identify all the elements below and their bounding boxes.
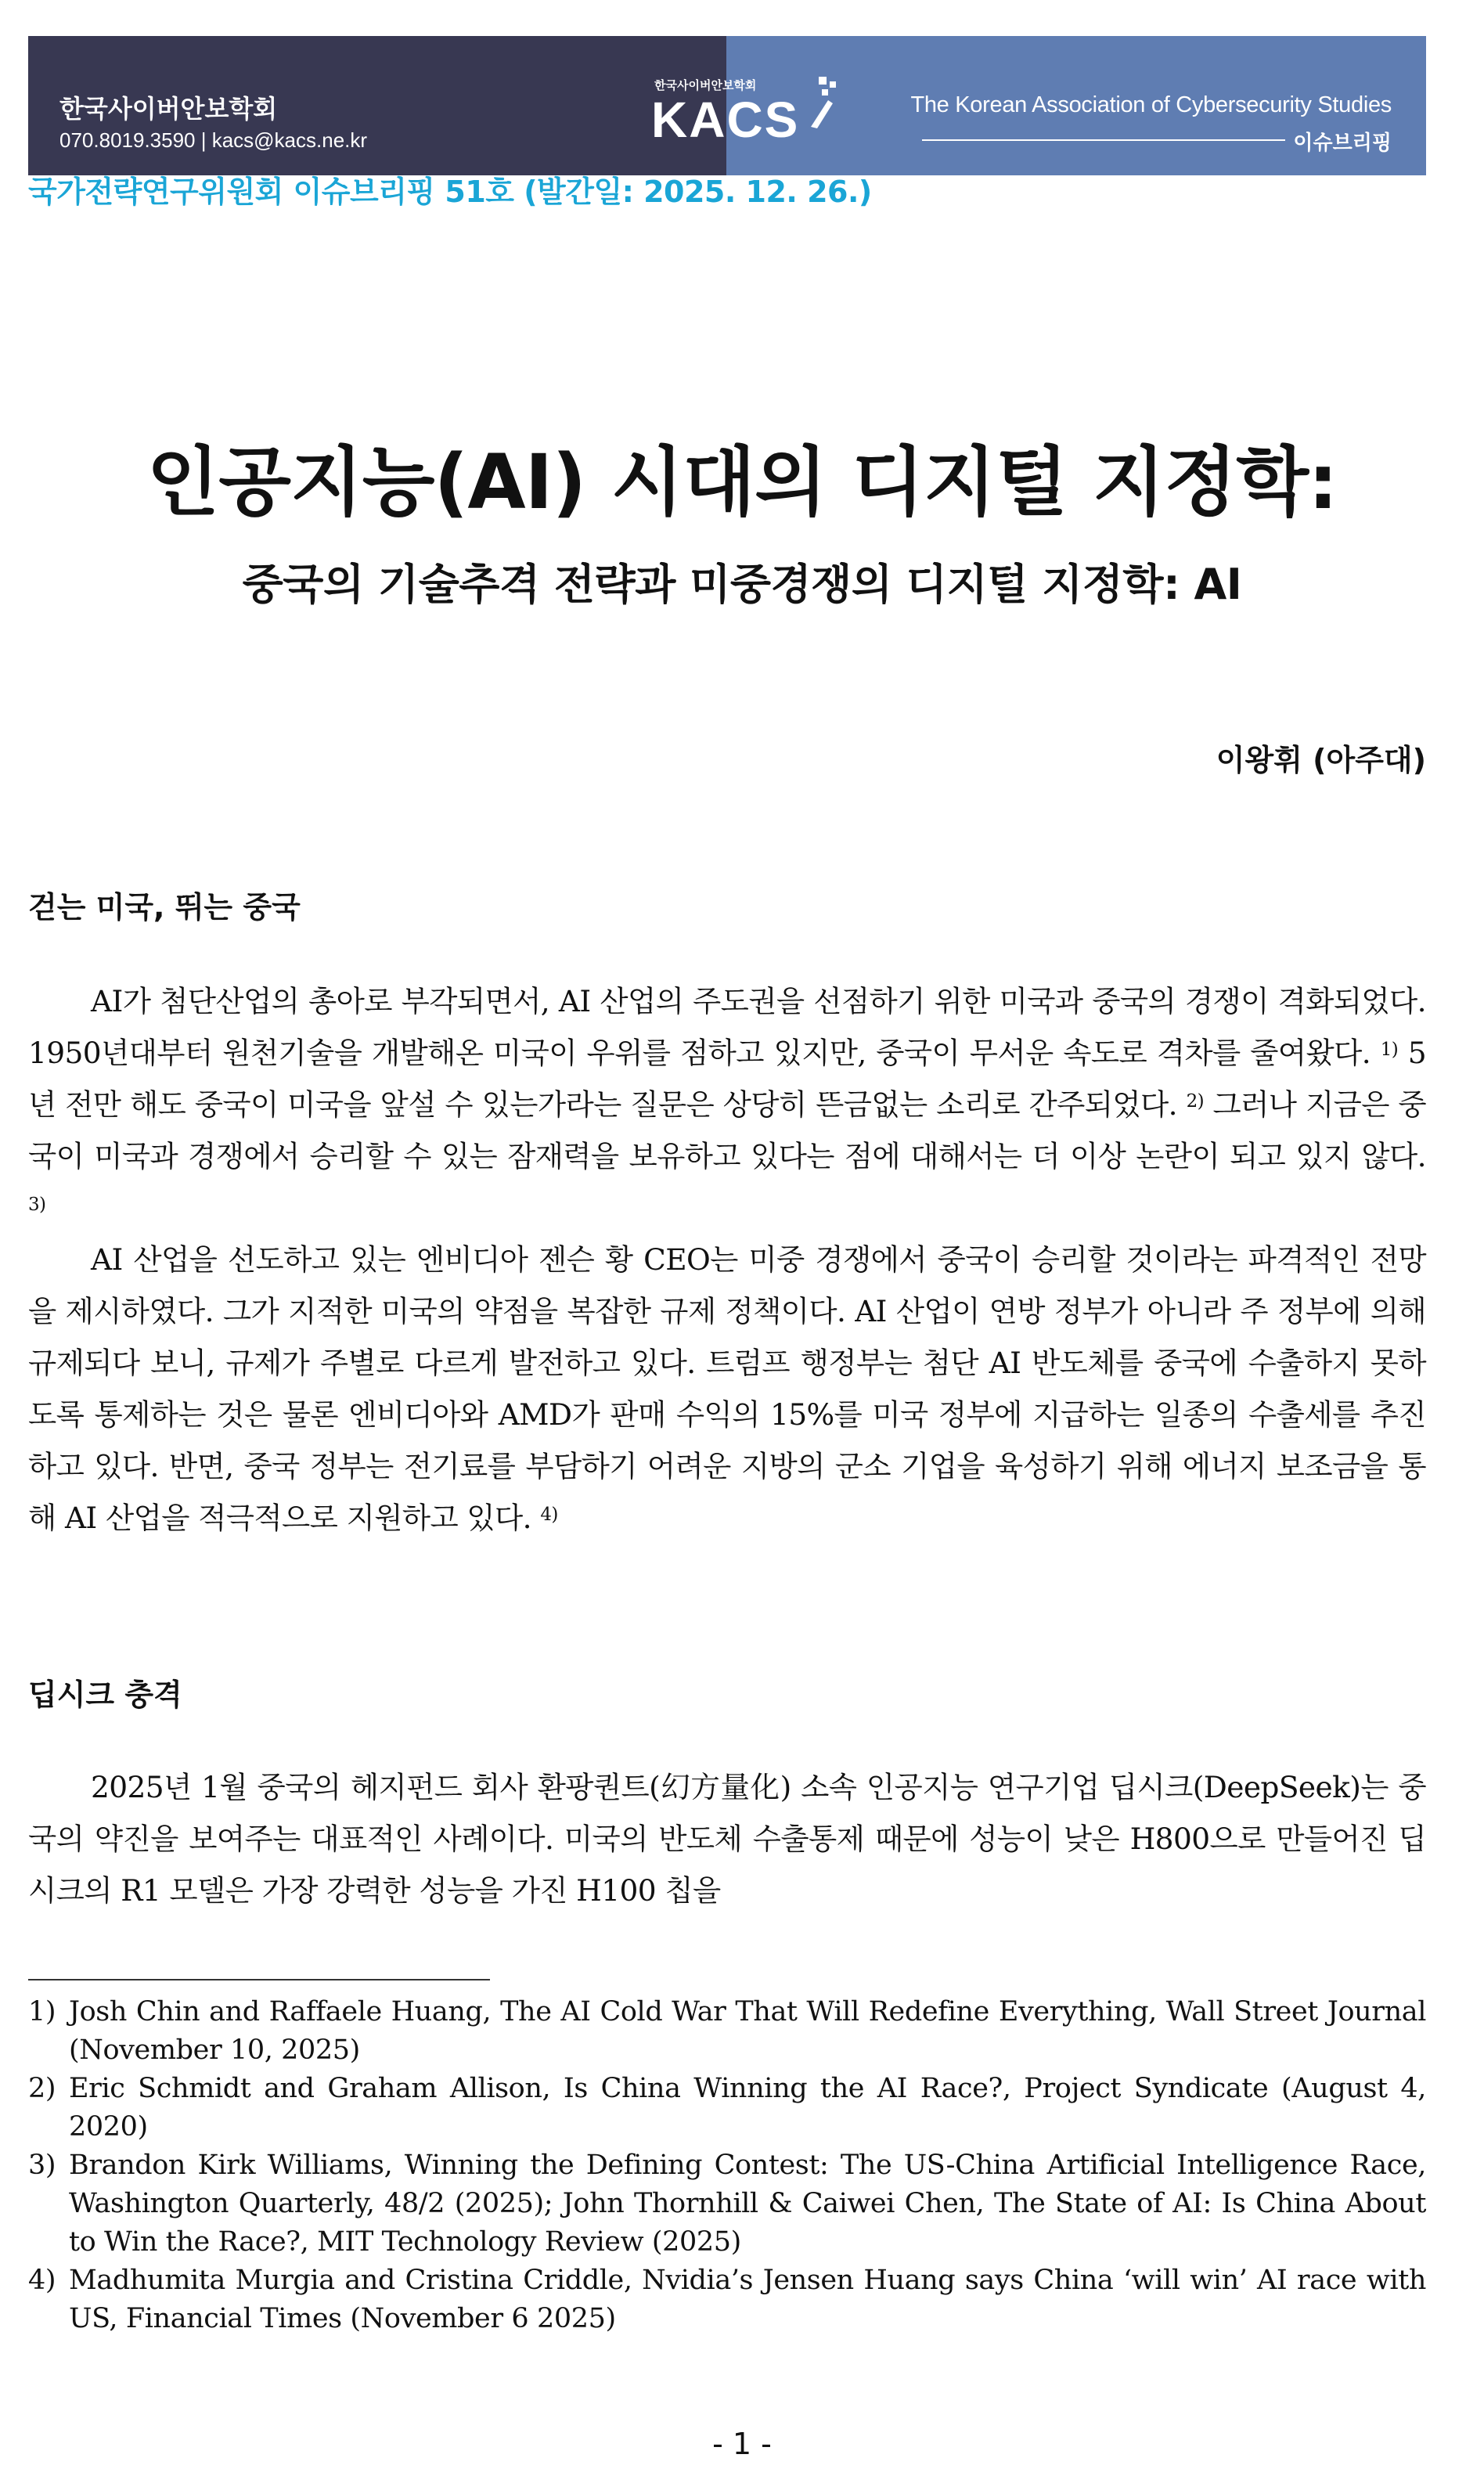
paragraph-text: AI 산업을 선도하고 있는 엔비디아 젠슨 황 CEO는 미중 경쟁에서 중국이 승리할 것이라는 파격적인 전망을 제시하였다. 그가 지적한 미국의 약점을 복잡한 규제 정책이다. AI 산업이 연방 정부가 아니라 주 정부에 의해 규제되다 보니, 규제가 주별로 다르게 발전하고 있다. 트럼프 행정부는 첨단 AI 반도체를 중국에 수출하지 못하도록 통제하는 것은 물론 엔비디아와 AMD가 판매 수익의 15%를 미국 정부에 지급하는 일종의 수출세를 추진하고 있다. 반면, 중국 정부는 전기료를 부담하기 어려운 지방의 군소 기업을 육성하기 위해 에너지 보조금을 통해 AI 산업을 적극적으로 지원하고 있다. [28, 1242, 1426, 1535]
page-subtitle: 중국의 기술추격 전략과 미중경쟁의 디지털 지정학: AI [242, 560, 1242, 609]
org-contact: 070.8019.3590 | kacs@kacs.ne.kr [59, 128, 368, 152]
logo-small-text: 한국사이버안보학회 [654, 78, 757, 92]
header-banner [28, 36, 1426, 175]
logo-mark-icon [805, 77, 844, 132]
footnote-item [28, 2262, 1426, 2338]
footnote-ref-3[interactable]: 3) [28, 1195, 46, 1215]
footnote-number: 4) [28, 2265, 56, 2296]
footnote-text: Josh Chin and Raffaele Huang, The AI Cold War That Will Redefine Everything, Wall Street Journal (November 10, 2025) [69, 1996, 1426, 2066]
paragraph-2 [28, 1234, 1426, 1544]
banner-divider-line [922, 139, 1285, 141]
footnote-number: 1) [28, 1996, 56, 2027]
logo-wordmark: KACS [651, 92, 800, 148]
footnote-number: 3) [28, 2150, 56, 2181]
footnote-item [28, 1993, 1426, 2070]
paragraph-text: 5년 전만 해도 중국이 미국을 앞설 수 있는가라는 질문은 상당히 뜬금없는 소리로 간주되었다. [28, 1036, 1426, 1122]
footnotes [28, 1993, 1426, 2338]
footnote-ref-4[interactable]: 4) [540, 1505, 558, 1525]
banner-left-panel [28, 36, 726, 175]
section-heading-2: 딥시크 충격 [28, 1678, 182, 1712]
footnote-ref-2[interactable]: 2) [1186, 1091, 1204, 1112]
page-title: 인공지능(AI) 시대의 디지털 지정학: [146, 438, 1338, 526]
series-label: 이슈브리핑 [1293, 132, 1392, 155]
author: 이왕휘 (아주대) [1216, 743, 1426, 777]
paragraph-text: 2025년 1월 중국의 헤지펀드 회사 환팡퀀트(幻方量化) 소속 인공지능 연구기업 딥시크(DeepSeek)는 중국의 약진을 보여주는 대표적인 사례이다. 미국의 반도체 수출통제 때문에 성능이 낮은 H800으로 만들어진 딥시크의 R1 모델은 가장 강력한 성능을 가진 H100 칩을 [28, 1770, 1426, 1908]
footnote-item [28, 2070, 1426, 2146]
org-name-korean: 한국사이버안보학회 [59, 94, 278, 124]
org-name-english: The Korean Association of Cybersecurity Studies [910, 92, 1392, 117]
footnote-number: 2) [28, 2073, 56, 2104]
paragraph-text: 그러나 지금은 중국이 미국과 경쟁에서 승리할 수 있는 잠재력을 보유하고 있다는 점에 대해서는 더 이상 논란이 되고 있지 않다. [28, 1087, 1426, 1173]
footnote-text: Madhumita Murgia and Cristina Criddle, Nvidia’s Jensen Huang says China ‘will win’ AI race with US, Financial Times (November 6 2025) [69, 2265, 1426, 2334]
paragraph-text: AI가 첨단산업의 총아로 부각되면서, AI 산업의 주도권을 선점하기 위한 미국과 중국의 경쟁이 격화되었다. 1950년대부터 원천기술을 개발해온 미국이 우위를 점하고 있지만, 중국이 무서운 속도로 격차를 줄여왔다. [28, 984, 1426, 1070]
page-number: - 1 - [712, 2427, 772, 2461]
footnote-divider [28, 1979, 490, 1980]
footnote-text: Brandon Kirk Williams, Winning the Defining Contest: The US-China Artificial Intelligence Race, Washington Quarterly, 48/2 (2025); John Thornhill & Caiwei Chen, The State of AI: Is China About to Win the Race?, MIT Technology Review (2025) [69, 2150, 1426, 2258]
footnote-text: Eric Schmidt and Graham Allison, Is China Winning the AI Race?, Project Syndicate (August 4, 2020) [69, 2073, 1426, 2143]
footnote-ref-1[interactable]: 1) [1380, 1040, 1399, 1060]
paragraph-3 [28, 1761, 1426, 1916]
paragraph-1 [28, 975, 1426, 1234]
section-heading-1: 걷는 미국, 뛰는 중국 [28, 890, 301, 924]
kacs-logo [623, 77, 850, 163]
footnote-item [28, 2146, 1426, 2262]
issue-info: 국가전략연구위원회 이슈브리핑 51호 (발간일: 2025. 12. 26.) [28, 175, 872, 209]
